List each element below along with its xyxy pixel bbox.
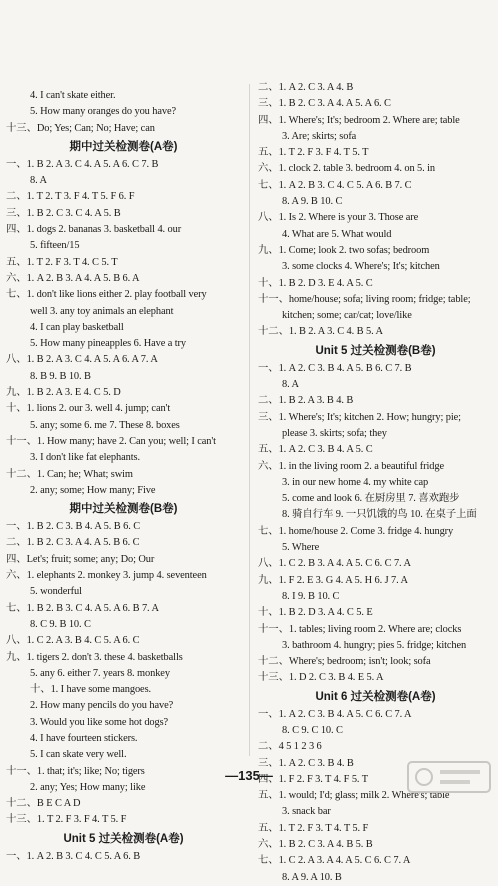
answer-line: 二、1. B 2. A 3. B 4. B xyxy=(258,395,354,407)
answer-line: 七、1. C 2. A 3. A 4. A 5. C 6. C 7. A xyxy=(258,855,411,867)
answer-line: 一、1. B 2. C 3. B 4. A 5. B 6. C xyxy=(6,521,141,533)
section-heading: Unit 6 过关检测卷(A卷) xyxy=(315,690,436,703)
answer-line: 八、1. C 2. B 3. A 4. A 5. C 6. C 7. A xyxy=(258,558,411,570)
answer-line: 3. Are; skirts; sofa xyxy=(282,130,357,142)
answer-line: 5. any 6. either 7. years 8. monkey xyxy=(30,667,170,679)
answer-line: 5. wonderful xyxy=(30,586,82,598)
left-column xyxy=(6,88,241,865)
answer-line: 四、Let's; fruit; some; any; Do; Our xyxy=(6,553,155,565)
section-heading: Unit 5 过关检测卷(A卷) xyxy=(63,832,184,845)
answer-line: 2. any; Yes; How many; like xyxy=(30,781,146,793)
answer-line: 二、1. A 2. C 3. A 4. B xyxy=(258,82,354,93)
answer-line: 5. any; some 6. me 7. These 8. boxes xyxy=(30,419,180,431)
answer-line: well 3. any toy animals an elephant xyxy=(30,305,174,317)
answer-line: please 3. skirts; sofa; they xyxy=(282,427,387,439)
answer-line: 三、1. Where's; It's; kitchen 2. How; hungry; pie; xyxy=(258,411,461,423)
answer-line: 十、1. I have some mangoes. xyxy=(30,684,152,696)
answer-line: 十一、home/house; sofa; living room; fridge; table; xyxy=(258,293,471,305)
answer-line: 5. I can skate very well. xyxy=(30,749,127,761)
answer-line: 八、1. C 2. A 3. B 4. C 5. A 6. C xyxy=(6,635,140,647)
answer-line: 十二、B E C A D xyxy=(6,798,81,810)
answer-line: 四、1. dogs 2. bananas 3. basketball 4. our xyxy=(6,224,182,236)
answer-line: 4. What are 5. What would xyxy=(282,228,392,240)
answer-line: 五、1. A 2. C 3. B 4. A 5. C xyxy=(258,444,373,456)
answer-line: 九、1. F 2. E 3. G 4. A 5. H 6. J 7. A xyxy=(258,574,408,586)
answer-line: 一、1. A 2. C 3. B 4. A 5. B 6. C 7. B xyxy=(258,362,412,374)
page-number: —135— xyxy=(225,768,273,783)
answer-line: 十、1. B 2. D 3. E 4. A 5. C xyxy=(258,277,373,289)
answer-line: 十一、1. tables; living room 2. Where are; clocks xyxy=(258,623,462,635)
answer-line: 8. C 9. B 10. C xyxy=(30,618,91,630)
answer-line: 十二、1. Can; he; What; swim xyxy=(6,468,133,480)
answer-line: 8. A 9. B 10. C xyxy=(282,196,343,208)
answer-line: 4. I can't skate either. xyxy=(30,90,116,101)
answer-line: 三、1. B 2. C 3. C 4. A 5. B xyxy=(6,207,121,219)
answer-line: 六、1. A 2. B 3. A 4. A 5. B 6. A xyxy=(6,272,140,284)
answer-line: 七、1. B 2. B 3. C 4. A 5. A 6. B 7. A xyxy=(6,602,159,614)
answer-line: 8. A xyxy=(282,379,299,391)
answer-line: 3. snack bar xyxy=(282,806,331,818)
answer-line: 二、1. T 2. T 3. F 4. T 5. F 6. F xyxy=(6,191,135,203)
answer-line: 五、1. T 2. F 3. F 4. T 5. T xyxy=(258,147,369,159)
answer-line: 六、1. B 2. C 3. A 4. B 5. B xyxy=(258,839,373,851)
answer-line: 五、1. T 2. F 3. T 4. T 5. F xyxy=(258,822,369,834)
answer-line: 九、1. B 2. A 3. E 4. C 5. D xyxy=(6,387,121,399)
answer-line: 五、1. T 2. F 3. T 4. C 5. T xyxy=(6,256,118,268)
answer-line: 九、1. tigers 2. don't 3. these 4. basketballs xyxy=(6,651,183,663)
answer-line: 2. How many pencils do you have? xyxy=(30,700,174,712)
answer-line: 8. I 9. B 10. C xyxy=(282,590,340,602)
answer-line: 一、1. A 2. B 3. C 4. C 5. A 6. B xyxy=(6,850,141,862)
column-divider xyxy=(249,84,250,756)
answer-line: 六、1. in the living room 2. a beautiful fridge xyxy=(258,460,444,472)
section-heading: Unit 5 过关检测卷(B卷) xyxy=(315,344,436,357)
watermark-logo-icon xyxy=(406,758,492,796)
answer-line: 九、1. Come; look 2. two sofas; bedroom xyxy=(258,244,430,256)
answer-line: 3. in our new home 4. my white cap xyxy=(282,476,429,488)
answer-line: 8. A 9. A 10. B xyxy=(282,871,342,883)
answer-line: 十三、1. T 2. F 3. F 4. T 5. F xyxy=(6,814,127,826)
answer-line: 5. come and look 6. 在厨房里 7. 喜欢跑步 xyxy=(282,493,460,505)
answer-line: 5. fifteen/15 xyxy=(30,240,80,252)
answer-line: 十一、1. that; it's; like; No; tigers xyxy=(6,765,145,777)
answer-line: 5. Where xyxy=(282,542,320,554)
answer-line: 8. B 9. B 10. B xyxy=(30,370,91,382)
answer-line: 三、1. B 2. C 3. A 4. A 5. A 6. C xyxy=(258,98,391,110)
answer-line: 七、1. don't like lions either 2. play football very xyxy=(6,289,207,301)
answer-line: 七、1. A 2. B 3. C 4. C 5. A 6. B 7. C xyxy=(258,179,412,191)
answer-line: 五、1. would; I'd; glass; milk 2. Where's; table xyxy=(258,790,450,802)
answer-line: 十三、Do; Yes; Can; No; Have; can xyxy=(6,122,155,134)
answer-line: 十二、1. B 2. A 3. C 4. B 5. A xyxy=(258,326,383,338)
answer-line: 4. I have fourteen stickers. xyxy=(30,732,138,744)
answer-line: 七、1. home/house 2. Come 3. fridge 4. hungry xyxy=(258,525,454,537)
answer-line: 八、1. Is 2. Where is your 3. Those are xyxy=(258,212,419,224)
answer-line: kitchen; some; car/cat; love/like xyxy=(282,310,412,322)
answer-line: 8. 骑自行车 9. 一只饥饿的鸟 10. 在桌子上面 xyxy=(282,509,477,521)
answer-line: 8. C 9. C 10. C xyxy=(282,724,343,736)
answer-line: 十三、1. D 2. C 3. B 4. E 5. A xyxy=(258,672,384,684)
answer-line: 5. How many pineapples 6. Have a try xyxy=(30,338,186,350)
answer-line: 3. I don't like fat elephants. xyxy=(30,452,140,464)
answer-line: 3. bathroom 4. hungry; pies 5. fridge; kitchen xyxy=(282,639,467,651)
answer-line: 十一、1. How many; have 2. Can you; well; I can't xyxy=(6,435,216,447)
answer-line: 十、1. B 2. D 3. A 4. C 5. E xyxy=(258,607,373,619)
section-heading: 期中过关检测卷(A卷) xyxy=(69,140,178,153)
answer-line: 二、1. B 2. C 3. A 4. A 5. B 6. C xyxy=(6,537,140,549)
answer-line: 一、1. B 2. A 3. C 4. A 5. A 6. C 7. B xyxy=(6,158,159,170)
answer-line: 5. How many oranges do you have? xyxy=(30,106,176,118)
answer-line: 四、1. Where's; It's; bedroom 2. Where are; table xyxy=(258,114,460,126)
answer-line: 2. any; some; How many; Five xyxy=(30,484,156,496)
answer-line: 八、1. B 2. A 3. C 4. A 5. A 6. A 7. A xyxy=(6,354,158,366)
answer-line: 4. I can play basketball xyxy=(30,321,124,333)
answer-line: 8. A xyxy=(30,175,47,187)
answer-line: 一、1. A 2. C 3. B 4. A 5. C 6. C 7. A xyxy=(258,708,412,720)
answer-line: 六、1. elephants 2. monkey 3. jump 4. seventeen xyxy=(6,570,207,582)
answer-line: 十二、Where's; bedroom; isn't; look; sofa xyxy=(258,656,431,668)
answer-line: 二、4 5 1 2 3 6 xyxy=(258,741,322,753)
answer-line: 3. some clocks 4. Where's; It's; kitchen xyxy=(282,261,440,273)
answer-line: 十、1. lions 2. our 3. well 4. jump; can't xyxy=(6,403,171,415)
section-heading: 期中过关检测卷(B卷) xyxy=(69,503,178,516)
answer-line: 四、1. F 2. F 3. T 4. F 5. T xyxy=(258,773,368,785)
answer-line: 三、1. A 2. C 3. B 4. B xyxy=(258,757,354,769)
answer-line: 六、1. clock 2. table 3. bedroom 4. on 5. in xyxy=(258,163,436,175)
answer-line: 3. Would you like some hot dogs? xyxy=(30,716,169,728)
